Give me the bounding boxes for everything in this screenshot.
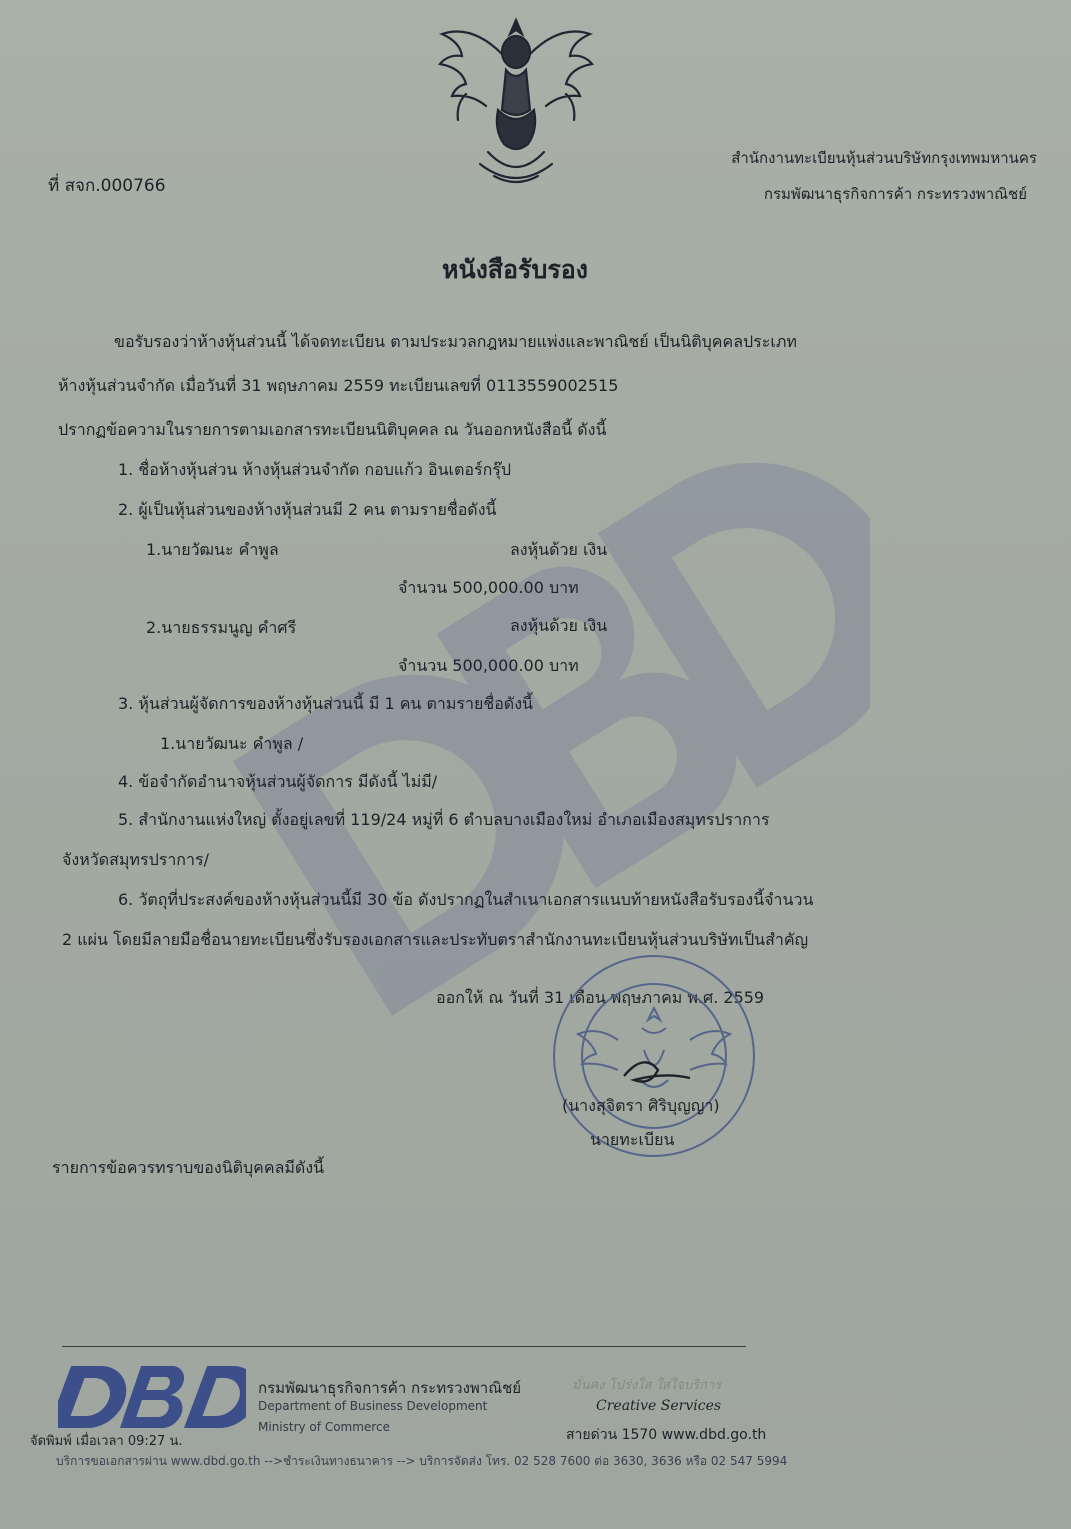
document-reference-number: ที่ สจก.000766	[48, 176, 166, 196]
footer-divider	[62, 1346, 746, 1347]
managing-partner-1: 1.นายวัฒนะ คำพูล /	[160, 734, 304, 753]
partner-2-amount: จำนวน 500,000.00 บาท	[398, 656, 579, 675]
footer-services-info: บริการขอเอกสารผ่าน www.dbd.go.th -->ชำระเงินทางธนาคาร --> บริการจัดส่ง โทร. 02 528 7600 ต่อ 3630, 3636 หรือ 02 547 5994	[56, 1454, 788, 1468]
footer-ministry-english: Ministry of Commerce	[258, 1420, 390, 1434]
partner-1-contribution-type: ลงหุ้นด้วย เงิน	[510, 540, 608, 559]
partner-2-name: 2.นายธรรมนูญ คำศรี	[146, 618, 297, 637]
partner-1-amount: จำนวน 500,000.00 บาท	[398, 578, 579, 597]
footer-hotline: สายด่วน 1570 www.dbd.go.th	[566, 1427, 767, 1443]
issue-date: ออกให้ ณ วันที่ 31 เดือน พฤษภาคม พ.ศ. 2559	[436, 988, 765, 1007]
garuda-emblem	[436, 14, 596, 190]
registrar-title: นายทะเบียน	[590, 1130, 675, 1149]
item-6-objectives: 6. วัตถุที่ประสงค์ของห้างหุ้นส่วนนี้มี 30 ข้อ ดังปรากฏในสำเนาเอกสารแนบท้ายหนังสือรับรองนี้จำนวน	[118, 890, 814, 909]
item-1-partnership-name: 1. ชื่อห้างหุ้นส่วน ห้างหุ้นส่วนจำกัด กอบแก้ว อินเตอร์กรุ๊ป	[118, 460, 512, 479]
item-5-province: จังหวัดสมุทรปราการ/	[62, 850, 209, 869]
dbd-footer-logo	[58, 1362, 246, 1432]
item-2-partners-heading: 2. ผู้เป็นหุ้นส่วนของห้างหุ้นส่วนมี 2 คน ตามรายชื่อดังนี้	[118, 500, 497, 519]
item-4-authority-limits: 4. ข้อจำกัดอำนาจหุ้นส่วนผู้จัดการ มีดังนี้ ไม่มี/	[118, 772, 438, 791]
document-title: หนังสือรับรอง	[442, 255, 588, 284]
item-3-managing-partners: 3. หุ้นส่วนผู้จัดการของห้างหุ้นส่วนนี้ มี 1 คน ตามรายชื่อดังนี้	[118, 694, 533, 713]
intro-line-3: ปรากฏข้อความในรายการตามเอกสารทะเบียนนิติบุคคล ณ วันออกหนังสือนี้ ดังนี้	[58, 420, 607, 439]
partner-2-contribution-type: ลงหุ้นด้วย เงิน	[510, 616, 608, 635]
department-ministry-name: กรมพัฒนาธุรกิจการค้า กระทรวงพาณิชย์	[763, 185, 1027, 203]
intro-line-2: ห้างหุ้นส่วนจำกัด เมื่อวันที่ 31 พฤษภาคม 2559 ทะเบียนเลขที่ 0113559002515	[58, 376, 619, 395]
footer-department-english: Department of Business Development	[258, 1399, 488, 1413]
item-5-head-office: 5. สำนักงานแห่งใหญ่ ตั้งอยู่เลขที่ 119/24 หมู่ที่ 6 ตำบลบางเมืองใหม่ อำเภอเมืองสมุทรปราการ	[118, 810, 770, 829]
registrar-name: (นางสุจิตรา ศิริบุญญา)	[562, 1096, 720, 1115]
footer-department-thai: กรมพัฒนาธุรกิจการค้า กระทรวงพาณิชย์	[258, 1379, 522, 1397]
footer-creative-services: Creative Services	[596, 1398, 722, 1414]
notes-heading: รายการข้อควรทราบของนิติบุคคลมีดังนี้	[52, 1158, 325, 1177]
footer-print-time: จัดพิมพ์ เมื่อเวลา 09:27 น.	[30, 1434, 183, 1449]
footer-slogan: มั่นคง โปร่งใส ใส่ใจบริการ	[572, 1378, 722, 1393]
registrar-office-name: สำนักงานทะเบียนหุ้นส่วนบริษัทกรุงเทพมหานคร	[731, 149, 1037, 167]
intro-line-1: ขอรับรองว่าห้างหุ้นส่วนนี้ ได้จดทะเบียน ตามประมวลกฎหมายแพ่งและพาณิชย์ เป็นนิติบุคคลประเภท	[114, 332, 797, 351]
item-6-continuation: 2 แผ่น โดยมีลายมือชื่อนายทะเบียนซึ่งรับรองเอกสารและประทับตราสำนักงานทะเบียนหุ้นส่วนบริษัทเป็นสำคัญ	[62, 930, 809, 949]
partner-1-name: 1.นายวัฒนะ คำพูล	[146, 540, 279, 559]
